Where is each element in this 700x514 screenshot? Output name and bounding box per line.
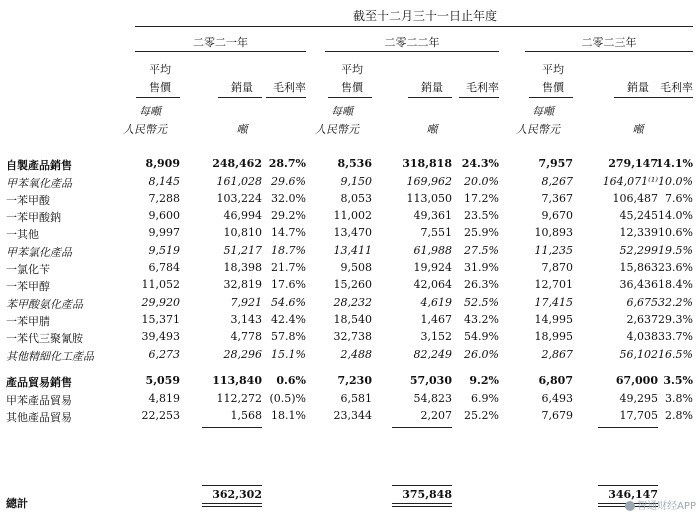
cell-value: 161,028 bbox=[216, 175, 262, 188]
volume-header: 銷量 bbox=[627, 81, 649, 94]
margin-header: 毛利率 bbox=[466, 81, 499, 94]
cell-value: 18.4% bbox=[658, 278, 693, 291]
avg-price-header: 平均 bbox=[341, 63, 363, 76]
cell-value: 318,818 bbox=[402, 157, 452, 170]
row-label: 一苯甲腈 bbox=[6, 315, 50, 328]
cell-value: 36,436 bbox=[619, 278, 658, 291]
cell-value: 29.6% bbox=[271, 175, 306, 188]
cell-value: 25.9% bbox=[464, 226, 499, 239]
year-header: 二零二三年 bbox=[581, 36, 637, 49]
subtotal-rule bbox=[392, 427, 452, 428]
cell-value: 7,921 bbox=[230, 296, 262, 309]
cell-value: 56,102 bbox=[619, 348, 658, 361]
total-double-rule bbox=[202, 503, 262, 507]
cell-value: 46,994 bbox=[223, 209, 262, 222]
cell-value: 7,870 bbox=[541, 261, 573, 274]
cell-value: 9,670 bbox=[541, 209, 573, 222]
row-label: 一苯甲醇 bbox=[6, 280, 50, 293]
unit-price-label: 每噸 bbox=[331, 105, 353, 118]
cell-value: 2,207 bbox=[420, 409, 452, 422]
total-top-rule bbox=[598, 485, 658, 486]
cell-value: 7,367 bbox=[541, 192, 573, 205]
unit-volume-label: 噸 bbox=[426, 123, 438, 136]
cell-value: 19.5% bbox=[658, 244, 693, 257]
row-label: 一苯代三聚氰胺 bbox=[6, 332, 83, 345]
cell-value: 11,052 bbox=[141, 278, 180, 291]
subtotal-rule bbox=[202, 427, 262, 428]
cell-value: 23.6% bbox=[658, 261, 693, 274]
col-rule bbox=[328, 97, 372, 98]
total-double-rule bbox=[392, 503, 452, 507]
cell-value: 42,064 bbox=[413, 278, 452, 291]
cell-value: 22,253 bbox=[141, 409, 180, 422]
cell-value: 6.9% bbox=[471, 392, 499, 405]
cell-value: 17,705 bbox=[619, 409, 658, 422]
cell-value: 27.5% bbox=[464, 244, 499, 257]
volume-header: 銷量 bbox=[231, 81, 253, 94]
cell-value: 51,217 bbox=[223, 244, 262, 257]
cell-value: 103,224 bbox=[216, 192, 262, 205]
cell-value: 7,551 bbox=[420, 226, 452, 239]
cell-value: 0.6% bbox=[276, 374, 306, 387]
cell-value: 49,361 bbox=[413, 209, 452, 222]
cell-value: 82,249 bbox=[413, 348, 452, 361]
cell-value: 26.0% bbox=[464, 348, 499, 361]
cell-value: 10.0% bbox=[658, 175, 693, 188]
cell-value: 9,519 bbox=[148, 244, 180, 257]
row-label: 其他精細化工產品 bbox=[6, 350, 94, 363]
col-rule bbox=[408, 97, 452, 98]
total-value: 346,147 bbox=[608, 488, 658, 501]
avg-price-header: 售價 bbox=[542, 81, 564, 94]
cell-value: 1,467 bbox=[420, 313, 452, 326]
cell-value: 16.5% bbox=[658, 348, 693, 361]
cell-value: 20.0% bbox=[464, 175, 499, 188]
cell-value: 15,863 bbox=[619, 261, 658, 274]
cell-value: 10.6% bbox=[658, 226, 693, 239]
cell-value: 9.2% bbox=[469, 374, 499, 387]
cell-value: 3,143 bbox=[230, 313, 262, 326]
avg-price-header: 平均 bbox=[542, 63, 564, 76]
cell-value: 32,819 bbox=[223, 278, 262, 291]
col-rule bbox=[136, 97, 180, 98]
cell-value: 2,867 bbox=[541, 348, 573, 361]
total-value: 362,302 bbox=[212, 488, 262, 501]
cell-value: 19,924 bbox=[413, 261, 452, 274]
cell-value: 113,840 bbox=[212, 374, 262, 387]
row-label: 其他產品貿易 bbox=[6, 411, 72, 424]
cell-value: 164,071⁽¹⁾ bbox=[602, 175, 658, 188]
row-label: 甲苯產品貿易 bbox=[6, 394, 72, 407]
col-rule bbox=[266, 97, 306, 98]
col-rule bbox=[529, 97, 573, 98]
cell-value: 7,957 bbox=[538, 157, 573, 170]
row-label: 一氯化苄 bbox=[6, 263, 50, 276]
total-label: 總計 bbox=[6, 497, 28, 510]
cell-value: 54.6% bbox=[271, 296, 306, 309]
cell-value: 29.2% bbox=[271, 209, 306, 222]
cell-value: 28,232 bbox=[333, 296, 372, 309]
cell-value: 6,273 bbox=[148, 348, 180, 361]
cell-value: 3,152 bbox=[420, 330, 452, 343]
cell-value: 17,415 bbox=[534, 296, 573, 309]
cell-value: 6,493 bbox=[541, 392, 573, 405]
cell-value: 49,295 bbox=[619, 392, 658, 405]
row-label: 一其他 bbox=[6, 228, 39, 241]
cell-value: 23,344 bbox=[333, 409, 372, 422]
watermark-logo-icon bbox=[625, 501, 635, 511]
cell-value: 17.2% bbox=[464, 192, 499, 205]
cell-value: 14.1% bbox=[655, 157, 693, 170]
period-rule bbox=[135, 26, 693, 27]
cell-value: 4,819 bbox=[148, 392, 180, 405]
cell-value: 39,493 bbox=[141, 330, 180, 343]
subtotal-rule bbox=[598, 427, 658, 428]
cell-value: 9,997 bbox=[148, 226, 180, 239]
cell-value: 28,296 bbox=[223, 348, 262, 361]
avg-price-header: 售價 bbox=[149, 81, 171, 94]
cell-value: 26.3% bbox=[464, 278, 499, 291]
cell-value: 32,738 bbox=[333, 330, 372, 343]
row-label: 一苯甲酸鈉 bbox=[6, 211, 61, 224]
cell-value: 18.1% bbox=[271, 409, 306, 422]
cell-value: 7,679 bbox=[541, 409, 573, 422]
cell-value: 15,260 bbox=[333, 278, 372, 291]
cell-value: 6,581 bbox=[340, 392, 372, 405]
cell-value: 32.0% bbox=[271, 192, 306, 205]
row-label: 甲苯氧化產品 bbox=[6, 177, 72, 190]
total-top-rule bbox=[392, 485, 452, 486]
cell-value: 18.7% bbox=[271, 244, 306, 257]
cell-value: 10,810 bbox=[223, 226, 262, 239]
cell-value: 10,893 bbox=[534, 226, 573, 239]
cell-value: 8,909 bbox=[145, 157, 180, 170]
cell-value: 23.5% bbox=[464, 209, 499, 222]
cell-value: 2.8% bbox=[665, 409, 693, 422]
cell-value: 8,053 bbox=[340, 192, 372, 205]
cell-value: 12,701 bbox=[534, 278, 573, 291]
cell-value: 54.9% bbox=[464, 330, 499, 343]
cell-value: 33.7% bbox=[658, 330, 693, 343]
row-label: 苯甲酸氨化產品 bbox=[6, 298, 83, 311]
cell-value: 13,470 bbox=[333, 226, 372, 239]
cell-value: 6,807 bbox=[538, 374, 573, 387]
cell-value: 106,487 bbox=[612, 192, 658, 205]
cell-value: 8,536 bbox=[337, 157, 372, 170]
cell-value: 24.3% bbox=[461, 157, 499, 170]
cell-value: 14.0% bbox=[658, 209, 693, 222]
unit-price-label: 人民幣元 bbox=[516, 123, 560, 136]
cell-value: 21.7% bbox=[271, 261, 306, 274]
row-label: 產品貿易銷售 bbox=[6, 376, 72, 389]
cell-value: 25.2% bbox=[464, 409, 499, 422]
cell-value: 54,823 bbox=[413, 392, 452, 405]
cell-value: 15.1% bbox=[271, 348, 306, 361]
cell-value: 6,784 bbox=[148, 261, 180, 274]
cell-value: 4,778 bbox=[230, 330, 262, 343]
cell-value: 43.2% bbox=[464, 313, 499, 326]
cell-value: 45,245 bbox=[619, 209, 658, 222]
year-header: 二零二二年 bbox=[384, 36, 440, 49]
cell-value: 113,050 bbox=[406, 192, 452, 205]
cell-value: 7.6% bbox=[665, 192, 693, 205]
cell-value: 13,411 bbox=[333, 244, 372, 257]
cell-value: (0.5)% bbox=[269, 392, 306, 405]
cell-value: 9,508 bbox=[340, 261, 372, 274]
cell-value: 14,995 bbox=[534, 313, 573, 326]
year-rule bbox=[135, 51, 306, 52]
cell-value: 11,235 bbox=[534, 244, 573, 257]
cell-value: 15,371 bbox=[141, 313, 180, 326]
cell-value: 7,288 bbox=[148, 192, 180, 205]
volume-header: 銷量 bbox=[421, 81, 443, 94]
cell-value: 8,267 bbox=[541, 175, 573, 188]
cell-value: 112,272 bbox=[216, 392, 262, 405]
cell-value: 169,962 bbox=[406, 175, 452, 188]
cell-value: 61,988 bbox=[413, 244, 452, 257]
cell-value: 29.3% bbox=[658, 313, 693, 326]
period-title: 截至十二月三十一日止年度 bbox=[352, 9, 497, 23]
cell-value: 17.6% bbox=[271, 278, 306, 291]
margin-header: 毛利率 bbox=[273, 81, 306, 94]
watermark bbox=[625, 497, 696, 512]
cell-value: 12,339 bbox=[619, 226, 658, 239]
row-label: 一苯甲酸 bbox=[6, 194, 50, 207]
cell-value: 18,540 bbox=[333, 313, 372, 326]
total-top-rule bbox=[202, 485, 262, 486]
unit-price-label: 每噸 bbox=[532, 105, 554, 118]
cell-value: 1,568 bbox=[230, 409, 262, 422]
col-rule bbox=[614, 97, 658, 98]
cell-value: 57.8% bbox=[271, 330, 306, 343]
cell-value: 29,920 bbox=[141, 296, 180, 309]
cell-value: 8,145 bbox=[148, 175, 180, 188]
col-rule bbox=[218, 97, 262, 98]
margin-header: 毛利率 bbox=[660, 81, 693, 94]
cell-value: 5,059 bbox=[145, 374, 180, 387]
cell-value: 11,002 bbox=[333, 209, 372, 222]
cell-value: 57,030 bbox=[409, 374, 452, 387]
cell-value: 9,150 bbox=[340, 175, 372, 188]
cell-value: 31.9% bbox=[464, 261, 499, 274]
unit-price-label: 每噸 bbox=[139, 105, 161, 118]
cell-value: 3.5% bbox=[663, 374, 693, 387]
col-rule bbox=[459, 97, 499, 98]
watermark-text: 智通财经APP bbox=[637, 501, 696, 512]
cell-value: 42.4% bbox=[271, 313, 306, 326]
year-header: 二零二一年 bbox=[193, 36, 248, 49]
avg-price-header: 售價 bbox=[341, 81, 363, 94]
cell-value: 9,600 bbox=[148, 209, 180, 222]
cell-value: 3.8% bbox=[665, 392, 693, 405]
cell-value: 4,038 bbox=[626, 330, 658, 343]
total-value: 375,848 bbox=[402, 488, 452, 501]
cell-value: 279,147 bbox=[608, 157, 658, 170]
cell-value: 7,230 bbox=[337, 374, 372, 387]
row-label: 自製產品銷售 bbox=[6, 159, 72, 172]
cell-value: 32.2% bbox=[658, 296, 693, 309]
cell-value: 67,000 bbox=[615, 374, 658, 387]
cell-value: 6,675 bbox=[626, 296, 658, 309]
cell-value: 18,398 bbox=[223, 261, 262, 274]
cell-value: 4,619 bbox=[420, 296, 452, 309]
unit-volume-label: 噸 bbox=[632, 123, 644, 136]
year-rule bbox=[325, 51, 499, 52]
year-rule bbox=[525, 51, 693, 52]
cell-value: 2,637 bbox=[626, 313, 658, 326]
col-rule bbox=[653, 97, 693, 98]
cell-value: 248,462 bbox=[212, 157, 262, 170]
cell-value: 28.7% bbox=[268, 157, 306, 170]
unit-volume-label: 噸 bbox=[236, 123, 248, 136]
unit-price-label: 人民幣元 bbox=[315, 123, 359, 136]
unit-price-label: 人民幣元 bbox=[123, 123, 167, 136]
row-label: 甲苯氯化產品 bbox=[6, 246, 72, 259]
cell-value: 14.7% bbox=[271, 226, 306, 239]
avg-price-header: 平均 bbox=[149, 63, 171, 76]
cell-value: 2,488 bbox=[340, 348, 372, 361]
cell-value: 52.5% bbox=[464, 296, 499, 309]
cell-value: 18,995 bbox=[534, 330, 573, 343]
cell-value: 52,299 bbox=[619, 244, 658, 257]
